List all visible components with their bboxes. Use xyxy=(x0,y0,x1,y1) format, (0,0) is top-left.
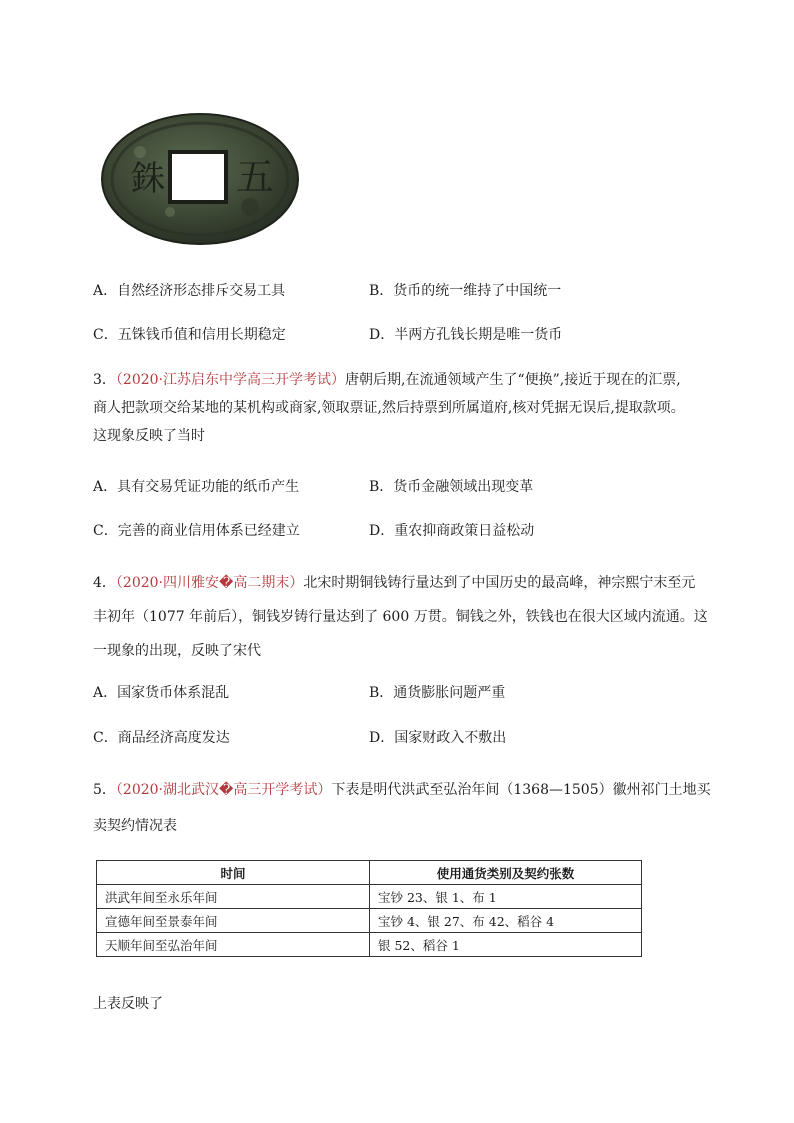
q3-option-d[interactable]: D．重农抑商政策日益松动 xyxy=(369,523,535,539)
q4-stem-1: 北宋时期铜钱铸行量达到了中国历史的最高峰，神宗熙宁末至元 xyxy=(303,575,696,591)
q2-options-row-1 xyxy=(93,280,713,302)
q3-source: （2020·江苏启东中学高三开学考试） xyxy=(115,372,346,388)
table-header-currency: 使用通货类别及契约张数 xyxy=(370,861,642,885)
table-row xyxy=(97,885,642,909)
table-header-row xyxy=(97,861,642,885)
q3-line-2: 商人把款项交给某地的某机构或商家,领取票证,然后持票到所属道府,核对凭据无误后,提取款项。 xyxy=(93,400,685,416)
table-cell-period: 宣德年间至景泰年间 xyxy=(97,909,370,933)
q5-number: 5． xyxy=(93,782,116,798)
q5-line-2: 卖契约情况表 xyxy=(93,818,177,834)
q3-stem-1: 唐朝后期,在流通领域产生了“便换”,接近于现在的汇票, xyxy=(345,372,681,388)
q3-option-b[interactable]: B．货币金融领域出现变革 xyxy=(369,479,534,495)
q3-line-3: 这现象反映了当时 xyxy=(93,428,205,444)
q3-option-a[interactable]: A．具有交易凭证功能的纸币产生 xyxy=(93,479,300,495)
table-row xyxy=(97,933,642,957)
q4-option-d[interactable]: D．国家财政入不敷出 xyxy=(369,730,507,746)
q4-line-3: 一现象的出现，反映了宋代 xyxy=(93,643,261,659)
q4-number: 4． xyxy=(93,575,116,591)
q4-option-b[interactable]: B．通货膨胀问题严重 xyxy=(369,685,506,701)
q2-option-c[interactable]: C．五铢钱币值和信用长期稳定 xyxy=(93,327,286,343)
table-cell-currency: 宝钞 23、银 1、布 1 xyxy=(370,885,642,909)
q3-line-1 xyxy=(93,366,713,394)
table-row xyxy=(97,909,642,933)
q4-options-row-2 xyxy=(93,727,713,749)
q3-option-c[interactable]: C．完善的商业信用体系已经建立 xyxy=(93,523,300,539)
table-cell-currency: 宝钞 4、银 27、布 42、稻谷 4 xyxy=(370,909,642,933)
question-4 xyxy=(93,566,713,668)
question-5 xyxy=(93,772,713,844)
q5-source: （2020·湖北武汉�高三开学考试） xyxy=(115,782,332,798)
q4-options-row-1 xyxy=(93,682,713,704)
q4-line-1 xyxy=(93,566,713,600)
q4-option-a[interactable]: A．国家货币体系混乱 xyxy=(93,685,230,701)
wuzhu-coin-image xyxy=(100,112,300,246)
q5-line-1 xyxy=(93,772,713,808)
q5-land-contract-table xyxy=(96,860,642,957)
table-cell-period: 天顺年间至弘治年间 xyxy=(97,933,370,957)
q3-options-row-1 xyxy=(93,476,713,498)
coin-inscription-zhu: 銖 xyxy=(131,159,165,199)
q3-options-row-2 xyxy=(93,520,713,542)
q5-after-table-text: 上表反映了 xyxy=(93,996,163,1012)
table-header-period: 时间 xyxy=(97,861,370,885)
coin-svg xyxy=(100,112,300,246)
table-cell-currency: 银 52、稻谷 1 xyxy=(370,933,642,957)
q3-number: 3． xyxy=(93,372,116,388)
q2-options-row-2 xyxy=(93,324,713,346)
q2-option-d[interactable]: D．半两方孔钱长期是唯一货币 xyxy=(369,327,563,343)
q2-option-a[interactable]: A．自然经济形态排斥交易工具 xyxy=(93,283,286,299)
q2-option-b[interactable]: B．货币的统一维持了中国统一 xyxy=(369,283,562,299)
coin-inscription-wu: 五 xyxy=(235,155,275,199)
question-3 xyxy=(93,366,713,450)
q4-source: （2020·四川雅安�高二期末） xyxy=(115,575,304,591)
table-cell-period: 洪武年间至永乐年间 xyxy=(97,885,370,909)
q4-line-2: 丰初年（1077 年前后），铜钱岁铸行量达到了 600 万贯。铜钱之外，铁钱也在很大区域内流通。这 xyxy=(93,609,708,625)
q4-option-c[interactable]: C．商品经济高度发达 xyxy=(93,730,230,746)
q5-stem-1: 下表是明代洪武至弘治年间（1368—1505）徽州祁门土地买 xyxy=(331,782,711,798)
